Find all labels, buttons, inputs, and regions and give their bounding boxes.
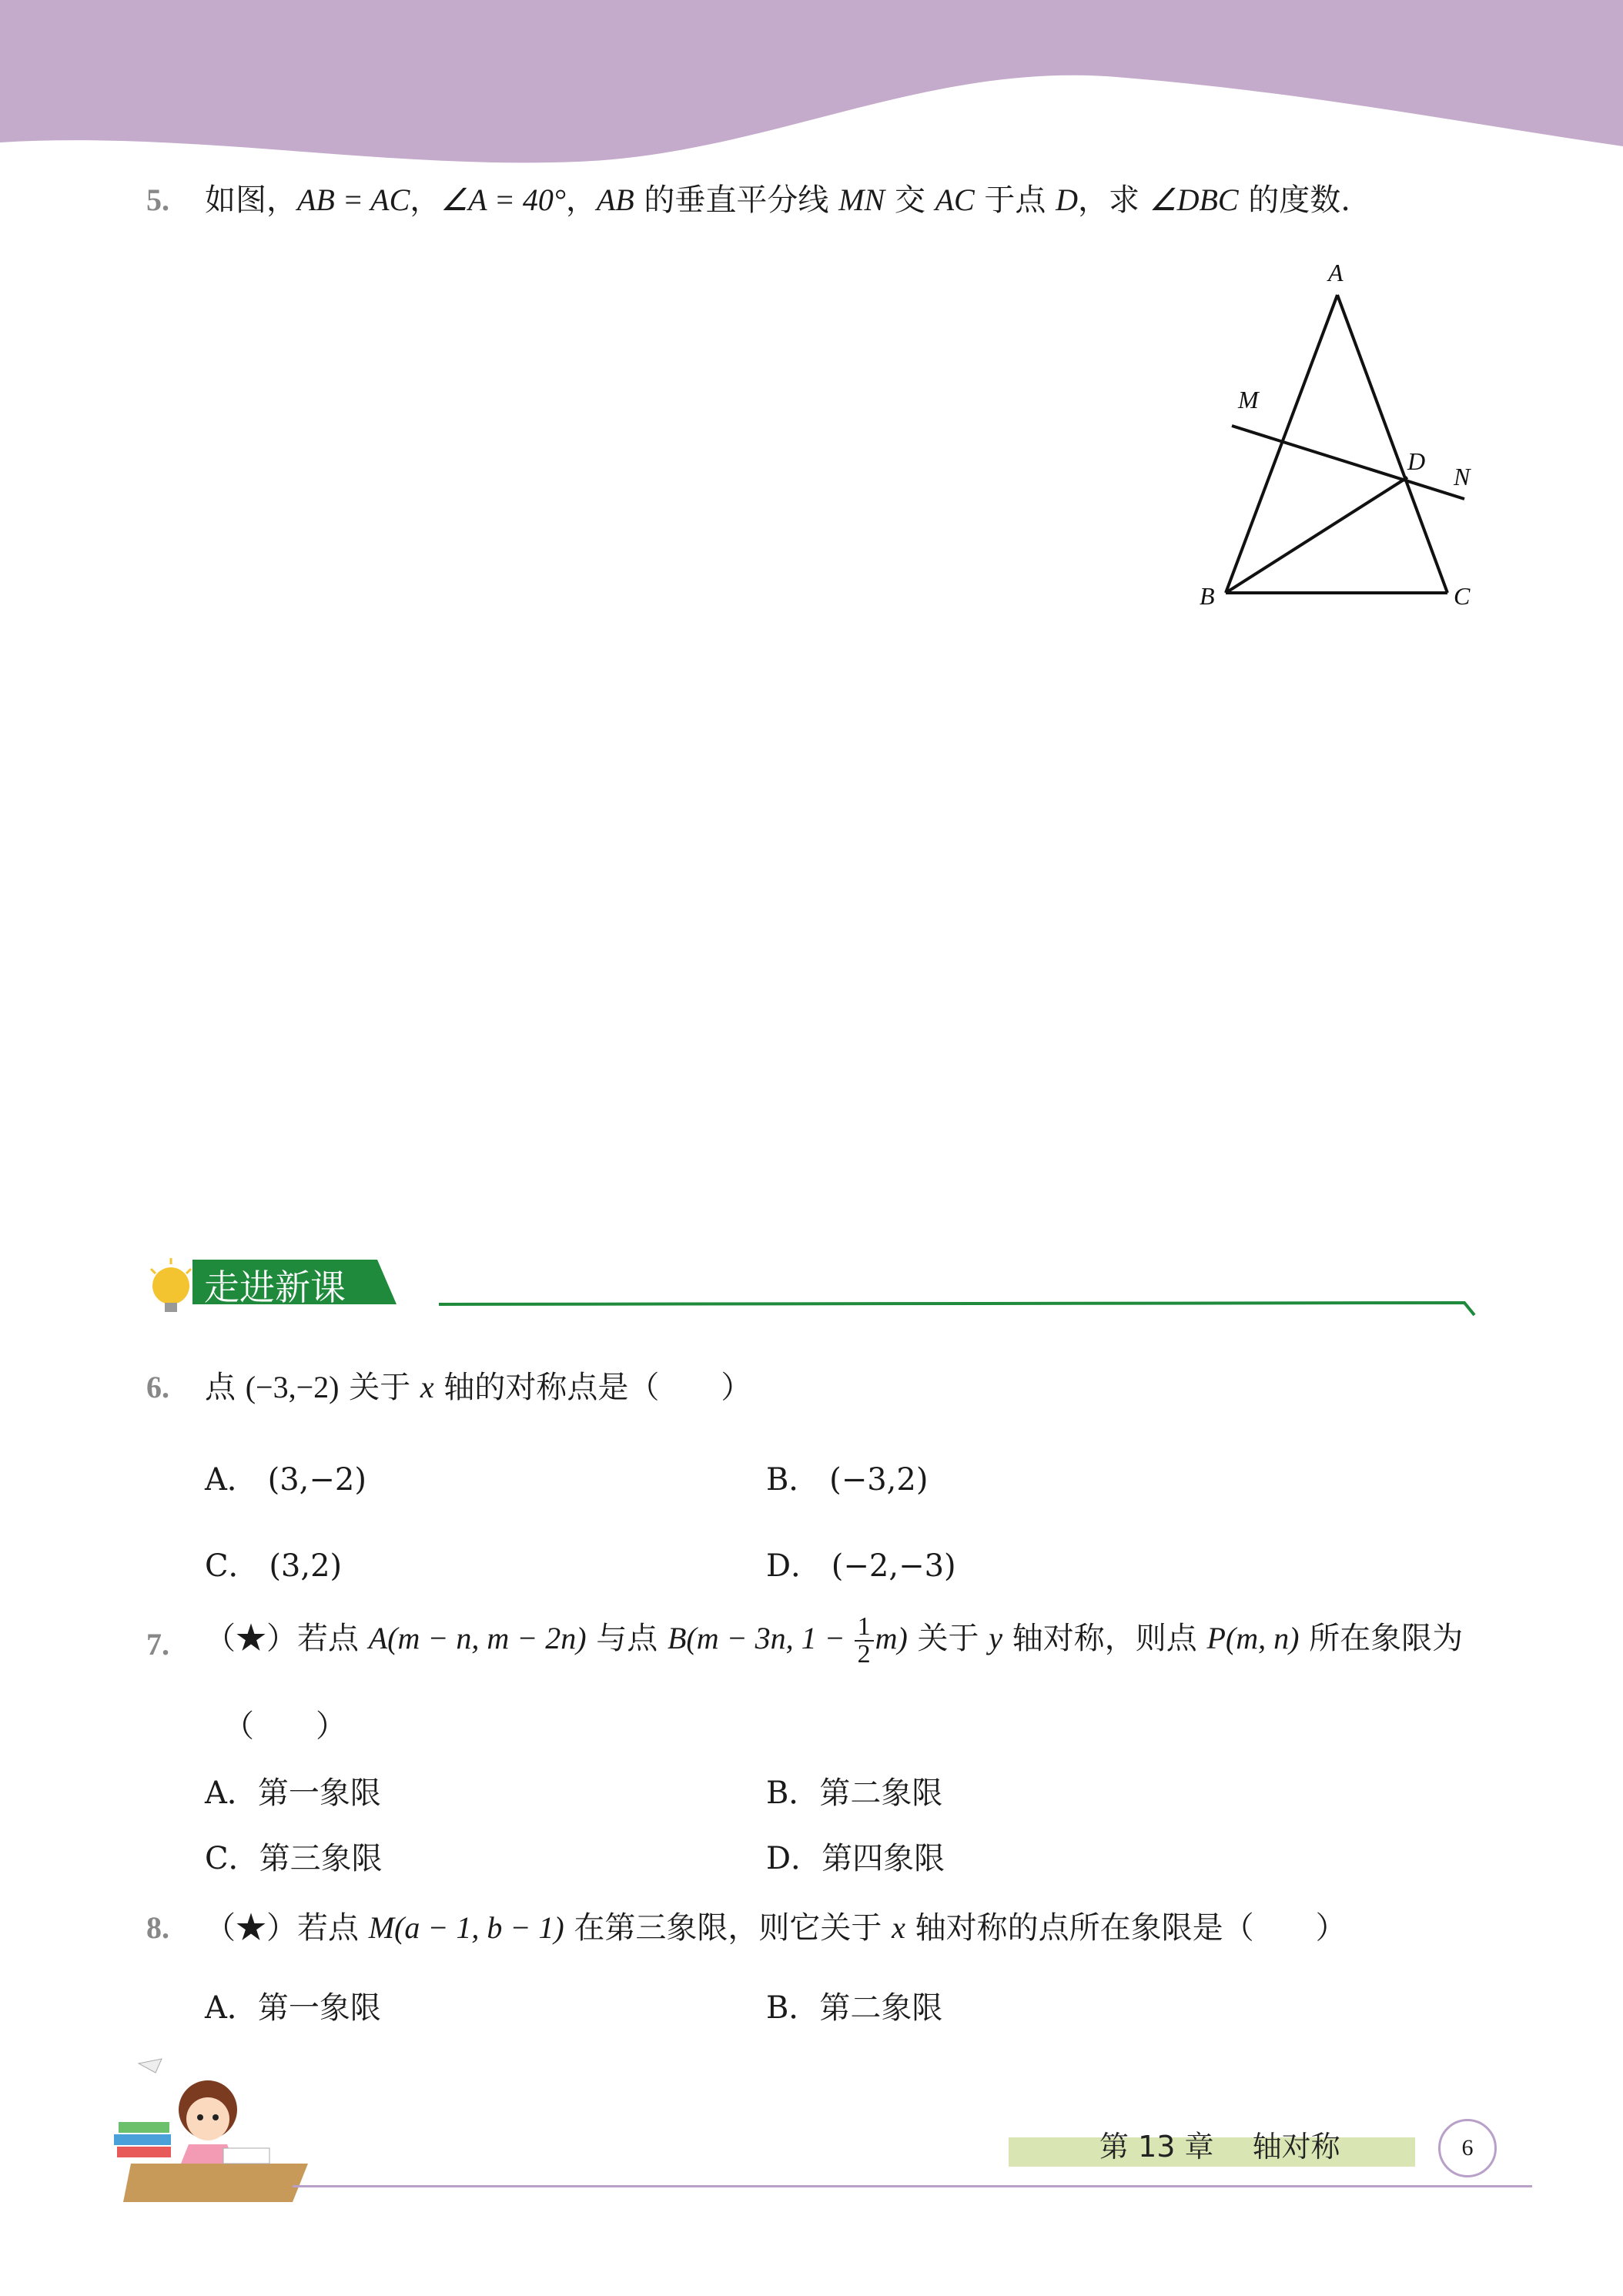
side-ab (1226, 295, 1337, 593)
q6-option-d[interactable]: D． (−2,−3) (766, 1548, 956, 1584)
q7-number: 7. (146, 1627, 169, 1662)
label-b: B (1200, 582, 1215, 610)
page-number: 6 (1438, 2119, 1497, 2177)
q7-option-c[interactable]: C．第三象限 (205, 1841, 383, 1876)
line-mn (1232, 426, 1464, 499)
side-ac (1337, 295, 1447, 593)
q6-option-a[interactable]: A． (3,−2) (205, 1462, 366, 1498)
section-banner (146, 1255, 1486, 1317)
footer-divider (293, 2185, 1532, 2187)
header-wave (0, 0, 1623, 177)
q8-option-a[interactable]: A．第一象限 (205, 1990, 381, 2026)
q7-answer-bracket: （ ） (223, 1709, 346, 1744)
label-c: C (1454, 582, 1471, 610)
q7-option-a[interactable]: A．第一象限 (205, 1776, 381, 1811)
chapter-title: 第 13 章 轴对称 (1099, 2130, 1340, 2164)
q8-option-b[interactable]: B．第二象限 (766, 1990, 943, 2026)
q7-fraction: $\frac{1}{2}$ (855, 1614, 874, 1668)
q8-text: （★）若点 M(a − 1, b − 1) 在第三象限，则它关于 x 轴对称的点所在象限是（ ） (205, 1910, 1347, 1946)
q6-option-c[interactable]: C． (3,2) (205, 1548, 343, 1584)
q5-text: 如图，AB = AC，∠A = 40°，AB 的垂直平分线 MN 交 AC 于点 D，求 ∠DBC 的度数. (205, 182, 1351, 218)
section-title: 走进新课 (204, 1267, 346, 1308)
q8-number: 8. (146, 1910, 169, 1945)
q7-text: （★）若点 A(m − n, m − 2n) 与点 B(m − 3n, 1 − $\frac{1}{2}$ m) 关于 y 轴对称，则点 P(m, n) 所在象限为 (205, 1612, 1464, 1668)
segment-bd (1226, 477, 1407, 593)
label-d: D (1407, 447, 1426, 475)
label-n: N (1454, 463, 1471, 490)
student-illustration (108, 2048, 316, 2214)
triangle-figure (1186, 246, 1524, 624)
q7-option-d[interactable]: D．第四象限 (766, 1841, 945, 1876)
q5-number: 5. (146, 182, 169, 217)
label-m: M (1238, 386, 1259, 413)
q6-text: 点 (−3,−2) 关于 x 轴的对称点是（ ） (205, 1370, 752, 1405)
q7-option-b[interactable]: B．第二象限 (766, 1776, 943, 1811)
q6-option-b[interactable]: B． (−3,2) (766, 1462, 929, 1498)
label-a: A (1328, 259, 1344, 286)
q6-number: 6. (146, 1370, 169, 1404)
